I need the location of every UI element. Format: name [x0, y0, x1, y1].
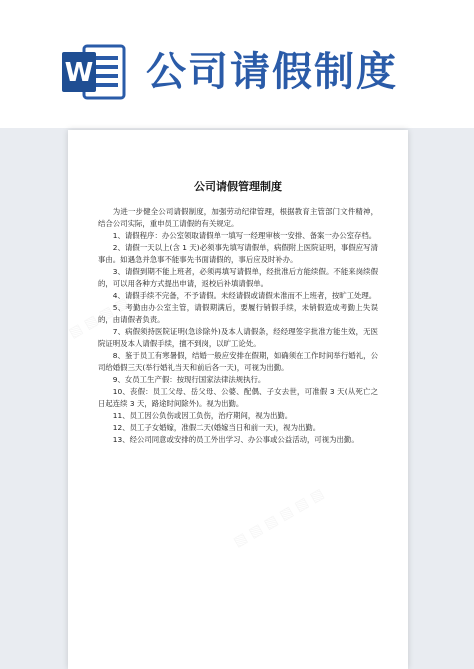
document-paragraph: 9、女员工生产假：按现行国家法律法规执行。 [112, 375, 266, 384]
document-page [68, 130, 408, 669]
document-paragraph: 8、鉴于员工有寒暑假，结婚一般应安排在假期，如确须在工作时间举行婚礼，公司给婚假三天(举行婚礼当天和前后各一天)，可视为出勤。 [98, 351, 378, 372]
banner-title: 公司请假制度 [146, 49, 398, 95]
document-paragraph: 2、请假一天以上(含 1 天)必须事先填写请假单，病假附上医院证明，事假应写清事由。如遇急并急事不能事先书面请假的，事后应及时补办。 [98, 243, 378, 264]
document-paragraph: 1、请假程序：办公室领取请假单一填写一经理审核一安排、备案一办公室存档。 [112, 231, 377, 240]
document-paragraph: 3、请假到期不能上班者，必须再填写请假单，经批准后方能续假。不能来岗续假的，可以用各种方式提出申请，返校后补填请假单。 [98, 267, 378, 288]
document-title: 公司请假管理制度 [194, 180, 282, 193]
document-paragraph: 11、员工因公负伤或因工负伤，治疗期间，视为出勤。 [112, 411, 293, 420]
document-paragraph: 5、考勤由办公室主管，请假期满后，要履行销假手续，未销假造成考勤上失误的，由请假者负责。 [98, 303, 378, 324]
word-icon-letter: W [64, 58, 94, 88]
banner-header [0, 0, 474, 128]
document-paragraph: 13、经公司同意或安排的员工外出学习、办公事或公益活动，可视为出勤。 [112, 435, 359, 444]
watermark-decoration [231, 486, 327, 551]
word-document-icon [62, 42, 126, 102]
document-paragraph: 7、病假须持医院证明(急诊除外)及本人请假条，经经理签字批准方能生效，无医院证明及本人请假手续，擅不到岗，以旷工论处。 [98, 327, 378, 348]
document-paragraph: 4、请假手续不完备，不予请假。未经请假或请假未准而不上班者，按旷工处理。 [112, 291, 377, 300]
document-paragraph: 12、员工子女婚嫁，准假二天(婚嫁当日和前一天)，视为出勤。 [112, 423, 321, 432]
document-body [98, 206, 378, 446]
document-paragraph: 10、丧假：员工父母、岳父母、公婆、配偶、子女去世，可准假 3 天(从死亡之日起连续 3 天，路途时间除外)。视为出勤。 [98, 387, 378, 408]
document-paragraph: 为进一步健全公司请假制度，加强劳动纪律管理，根据教育主管部门文件精神，结合公司实际，重申员工请假的有关规定。 [98, 207, 378, 228]
